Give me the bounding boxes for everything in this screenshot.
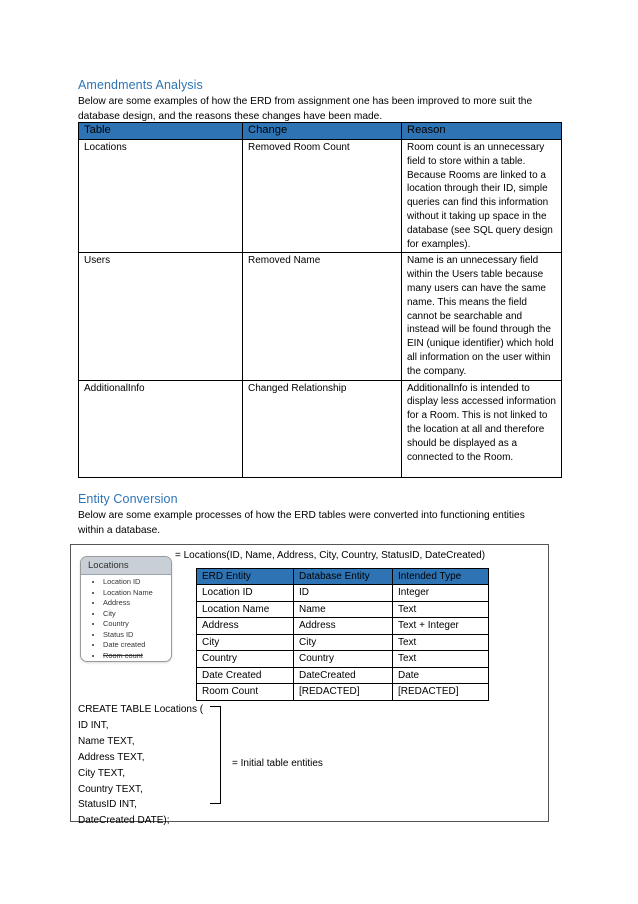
row-table-name: Users [79, 253, 243, 380]
erd-field: • Location Name [103, 588, 171, 599]
cell-intended-type: Date [393, 667, 489, 684]
table-row [197, 618, 489, 635]
locations-equation: = Locations(ID, Name, Address, City, Country, StatusID, DateCreated) [175, 550, 486, 561]
row-change: Changed Relationship [243, 380, 402, 477]
conversion-table [196, 568, 489, 701]
header-change: Change [243, 123, 402, 140]
entity-intro: Below are some example processes of how the ERD tables were converted into functioning entities within a database. [78, 510, 525, 536]
cell-intended-type: Text [393, 634, 489, 651]
cell-database-entity: City [294, 634, 393, 651]
cell-erd-entity: City [197, 634, 294, 651]
cell-erd-entity: Location ID [197, 585, 294, 602]
entity-heading: Entity Conversion [78, 492, 178, 506]
sql-line: Name TEXT, [78, 735, 135, 747]
sql-line: City TEXT, [78, 767, 126, 779]
erd-field: • City [103, 609, 171, 620]
cell-database-entity: Country [294, 651, 393, 668]
erd-locations-card [80, 556, 172, 662]
right-bracket [210, 706, 221, 804]
cell-erd-entity: Location Name [197, 601, 294, 618]
erd-field: • Date created [103, 640, 171, 651]
row-reason: Name is an unnecessary field within the Users table because many users can have the same name. This means the field cannot be searchable and instead will be found through the EIN (unique identifier) which hold all information on the user within the company. [402, 253, 562, 380]
header-reason: Reason [402, 123, 562, 140]
erd-field-removed: • Room count [103, 651, 171, 662]
erd-field: • Country [103, 619, 171, 630]
erd-field-list [81, 577, 171, 661]
cell-database-entity: Name [294, 601, 393, 618]
sql-line: Address TEXT, [78, 751, 145, 763]
table-row [197, 651, 489, 668]
sql-line: ID INT, [78, 719, 109, 731]
table-row [197, 684, 489, 701]
cell-erd-entity: Date Created [197, 667, 294, 684]
cell-database-entity: Address [294, 618, 393, 635]
erd-field: • Location ID [103, 577, 171, 588]
cell-intended-type: Text + Integer [393, 618, 489, 635]
sql-line: StatusID INT, [78, 799, 137, 811]
table-row [197, 601, 489, 618]
cell-intended-type: Text [393, 651, 489, 668]
cell-intended-type: Integer [393, 585, 489, 602]
row-change: Removed Name [243, 253, 402, 380]
amendments-header-row [79, 123, 562, 140]
row-change: Removed Room Count [243, 140, 402, 253]
amendments-heading: Amendments Analysis [78, 78, 203, 92]
cell-database-entity: DateCreated [294, 667, 393, 684]
cell-intended-type: Text [393, 601, 489, 618]
cell-database-entity: [REDACTED] [294, 684, 393, 701]
header-intended-type: Intended Type [393, 569, 489, 585]
erd-card-title: Locations [81, 557, 171, 575]
table-row [79, 253, 562, 380]
table-row [79, 380, 562, 477]
bracket-label: = Initial table entities [232, 758, 323, 769]
row-reason: Room count is an unnecessary field to store within a table. Because Rooms are linked to a location through their ID, simple queries can find this information without it taking up space in the database (see SQL query design for examples). [402, 140, 562, 253]
header-erd-entity: ERD Entity [197, 569, 294, 585]
table-row [79, 140, 562, 253]
row-reason: AdditionalInfo is intended to display less accessed information for a Room. This is not linked to the location at all and therefore should be displayed as a connected to the Room. [402, 380, 562, 477]
amendments-intro: Below are some examples of how the ERD from assignment one has been improved to more suit the database design, and the reasons these changes have been made. [78, 96, 533, 122]
cell-database-entity: ID [294, 585, 393, 602]
table-row [197, 585, 489, 602]
erd-field: • Address [103, 598, 171, 609]
erd-field: • Status ID [103, 630, 171, 641]
table-row [197, 667, 489, 684]
table-row [197, 634, 489, 651]
cell-erd-entity: Country [197, 651, 294, 668]
create-table-sql [78, 702, 203, 829]
sql-line: Country TEXT, [78, 783, 143, 795]
row-table-name: AdditionalInfo [79, 380, 243, 477]
cell-erd-entity: Room Count [197, 684, 294, 701]
cell-intended-type: [REDACTED] [393, 684, 489, 701]
row-table-name: Locations [79, 140, 243, 253]
amendments-table [78, 122, 562, 478]
conversion-header-row [197, 569, 489, 585]
cell-erd-entity: Address [197, 618, 294, 635]
header-table: Table [79, 123, 243, 140]
sql-line: DateCreated DATE); [78, 815, 170, 827]
sql-line: CREATE TABLE Locations ( [78, 704, 204, 715]
header-database-entity: Database Entity [294, 569, 393, 585]
